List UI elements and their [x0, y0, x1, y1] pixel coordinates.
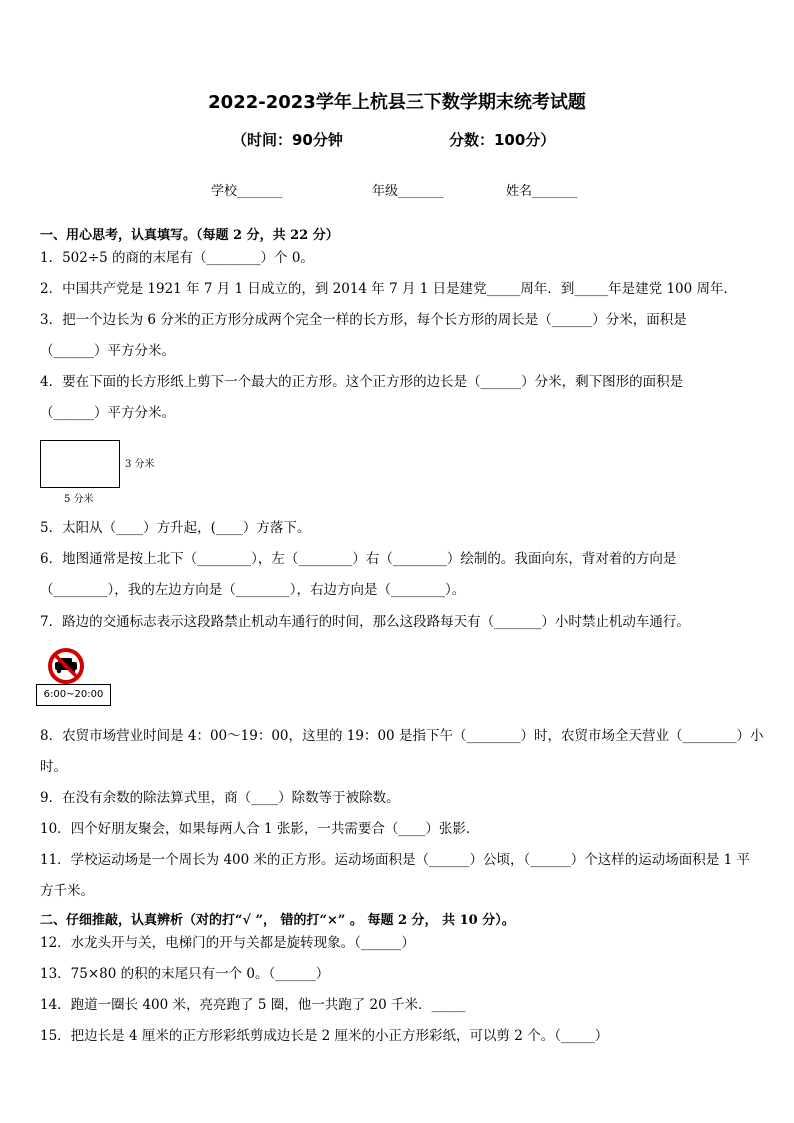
exam-title: 2022-2023学年上杭县三下数学期末统考试题 — [208, 92, 586, 113]
exam-score: 分数：100分） — [449, 131, 556, 149]
question-11-line2: 方千米。 — [40, 883, 94, 899]
question-6-line1: 6．地图通常是按上北下（________），左（________）右（________）绘制的。我面向东，背对着的方向是 — [40, 551, 677, 567]
sign-time-plate: 6:00~20:00 — [36, 684, 111, 706]
question-14: 14．跑道一圈长 400 米，亮亮跑了 5 圈，他一共跑了 20 千米．_____ — [40, 997, 466, 1013]
question-5: 5．太阳从（____）方升起，(____）方落下。 — [40, 520, 311, 536]
question-13: 13．75×80 的积的末尾只有一个 0。（______） — [40, 966, 330, 982]
section-2-heading: 二、仔细推敲，认真辨析（对的打“√ ”， 错的打“×” 。 每题 2 分， 共 10 分）。 — [40, 913, 515, 928]
question-3-line2: （______）平方分米。 — [40, 343, 175, 359]
question-15: 15．把边长是 4 厘米的正方形彩纸剪成边长是 2 厘米的小正方形彩纸，可以剪 2 个。（_____） — [40, 1028, 609, 1044]
rectangle-figure — [40, 440, 120, 488]
question-4-line1: 4．要在下面的长方形纸上剪下一个最大的正方形。这个正方形的边长是（______）分米，剩下图形的面积是 — [40, 374, 684, 390]
section-1-heading: 一、用心思考，认真填写。（每题 2 分，共 22 分） — [40, 228, 339, 243]
grade-field: 年级_______ — [372, 184, 444, 199]
question-12: 12．水龙头开与关，电梯门的开与关都是旋转现象。（______） — [40, 935, 415, 951]
question-8-line1: 8．农贸市场营业时间是 4：00～19：00，这里的 19：00 是指下午（________）时，农贸市场全天营业（________）小 — [40, 728, 764, 744]
rectangle-height-label: 3 分米 — [125, 459, 155, 470]
name-field: 姓名_______ — [506, 184, 578, 199]
school-field: 学校_______ — [211, 184, 283, 199]
question-11-line1: 11．学校运动场是一个周长为 400 米的正方形。运动场面积是（______）公顷，（______）个这样的运动场面积是 1 平 — [40, 852, 750, 868]
question-4-line2: （______）平方分米。 — [40, 405, 175, 421]
question-6-line2: （________），我的左边方向是（________），右边方向是（________）。 — [40, 582, 466, 598]
question-10: 10．四个好朋友聚会，如果每两人合 1 张影，一共需要合（____）张影． — [40, 821, 480, 837]
exam-time: （时间：90分钟 — [232, 131, 343, 149]
question-2: 2．中国共产党是 1921 年 7 月 1 日成立的，到 2014 年 7 月 1 日是建党_____周年．到_____年是建党 100 周年． — [40, 281, 738, 297]
question-8-line2: 时。 — [40, 759, 67, 775]
question-3-line1: 3．把一个边长为 6 分米的正方形分成两个完全一样的长方形，每个长方形的周长是（______）分米，面积是 — [40, 312, 687, 328]
question-9: 9．在没有余数的除法算式里，商（____）除数等于被除数。 — [40, 790, 400, 806]
question-1: 1．502÷5 的商的末尾有（________）个 0。 — [40, 250, 314, 266]
rectangle-width-label: 5 分米 — [64, 494, 94, 505]
no-motor-vehicle-sign-icon — [38, 648, 94, 688]
question-7: 7．路边的交通标志表示这段路禁止机动车通行的时间，那么这段路每天有（_______）小时禁止机动车通行。 — [40, 614, 690, 630]
